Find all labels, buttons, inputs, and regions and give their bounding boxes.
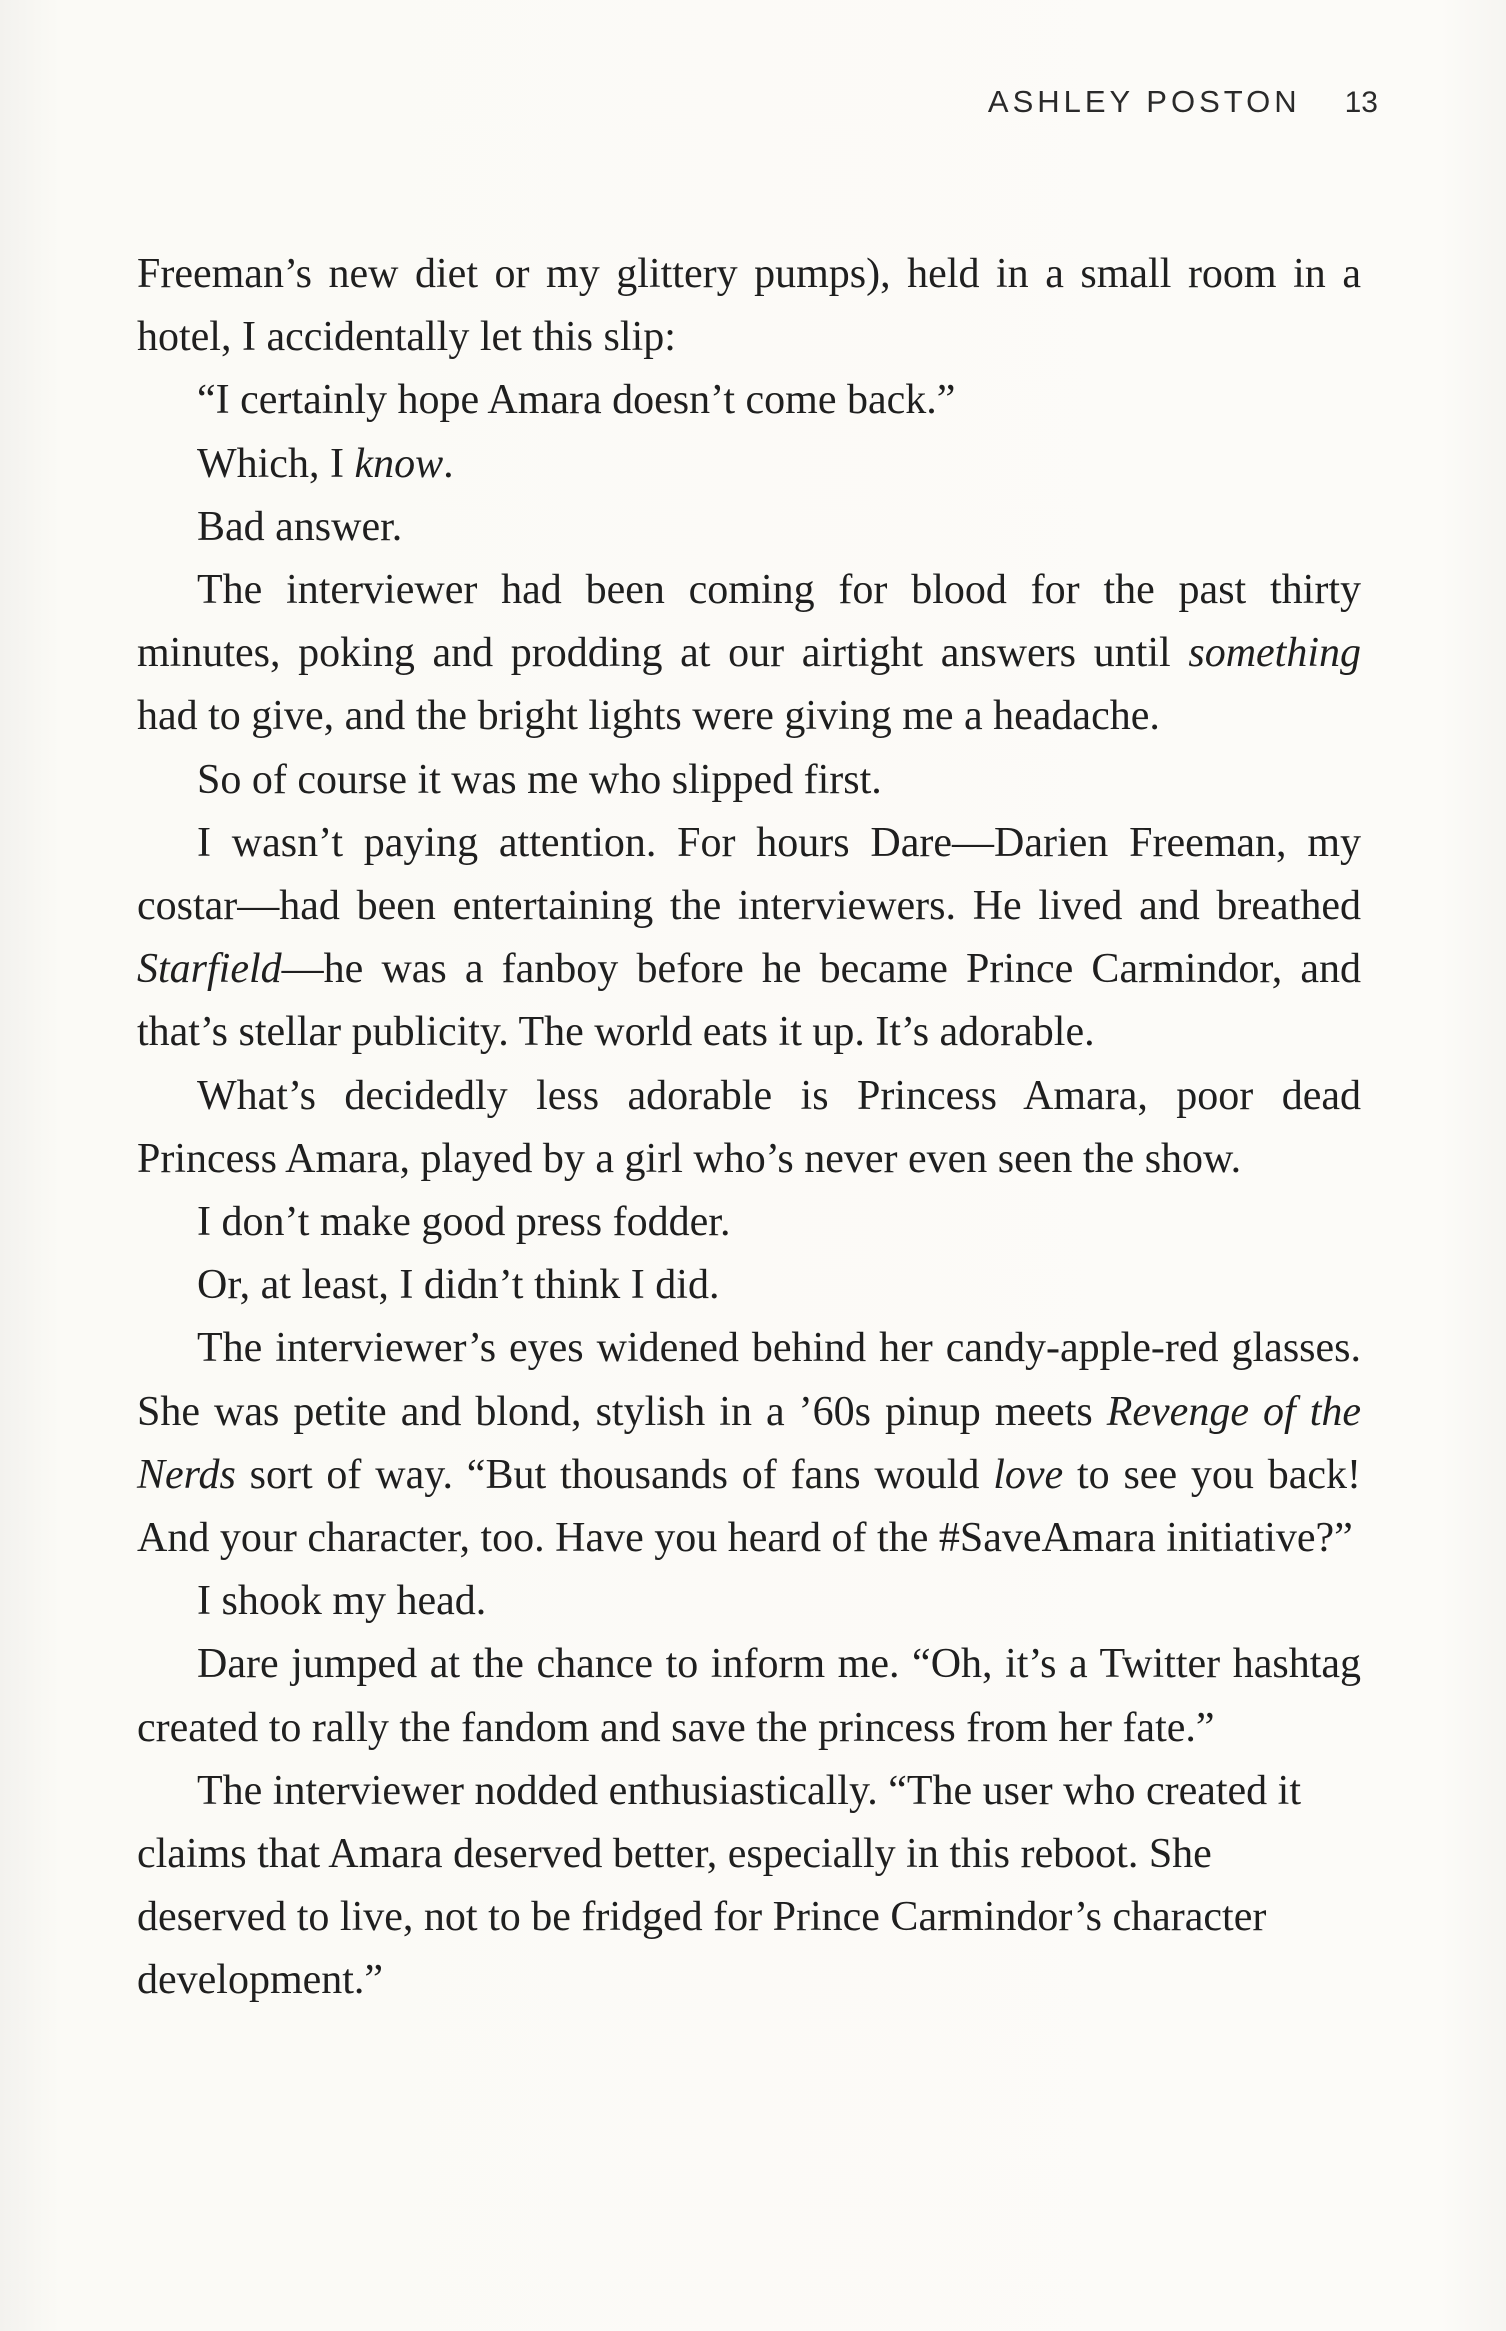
paragraph: I shook my head. <box>197 1578 487 1625</box>
paragraph: “I certainly hope Amara doesn’t come back.” <box>197 377 956 424</box>
running-head <box>988 84 1378 120</box>
page-number: 13 <box>1344 86 1378 119</box>
paragraph: Dare jumped at the chance to inform me. “Oh, it’s a Twitter hashtag created to rally the fandom and save the princess from her fate.” <box>137 1641 1361 1751</box>
paragraph: Freeman’s new diet or my glittery pumps), held in a small room in a hotel, I accidentally let this slip: <box>137 251 1361 361</box>
paragraph: I don’t make good press fodder. <box>197 1199 731 1246</box>
paragraph: What’s decidedly less adorable is Princess Amara, poor dead Princess Amara, played by a girl who’s never even seen the show. <box>137 1072 1361 1182</box>
italic-text: love <box>993 1451 1064 1498</box>
paragraph: The interviewer nodded enthusiastically. “The user who created it claims that Amara deserved better, especially in this reboot. She deserved to live, not to be fridged for Prince Carmindor’s character development.” <box>137 1767 1302 2004</box>
running-head-author: ASHLEY POSTON <box>987 84 1301 119</box>
body-text <box>137 243 1361 2013</box>
paragraph: I wasn’t paying attention. For hours Dare—Darien Freeman, my costar—had been entertaining the interviewers. He lived and breathed Starfield—he was a fanboy before he became Prince Carmindor, and that’s stellar publicity. The world eats it up. It’s adorable. <box>137 819 1361 1056</box>
paragraph: So of course it was me who slipped first. <box>197 756 882 803</box>
paragraph: Bad answer. <box>197 503 403 550</box>
paragraph: The interviewer’s eyes widened behind her candy-apple-red glasses. She was petite and blond, stylish in a ’60s pinup meets Revenge of the Nerds sort of way. “But thousands of fans would love to see you back! And your character, too. Have you heard of the #SaveAmara initiative?” <box>137 1325 1362 1562</box>
italic-text: something <box>1188 630 1361 677</box>
paragraph: Which, I know. <box>197 440 454 487</box>
italic-text: Starfield <box>137 946 282 993</box>
paragraph: The interviewer had been coming for blood for the past thirty minutes, poking and prodding at our airtight answers until something had to give, and the bright lights were giving me a headache. <box>137 567 1361 740</box>
italic-text: know <box>354 440 444 487</box>
italic-text: Revenge of the Nerds <box>137 1388 1361 1498</box>
paragraph: Or, at least, I didn’t think I did. <box>197 1262 720 1309</box>
